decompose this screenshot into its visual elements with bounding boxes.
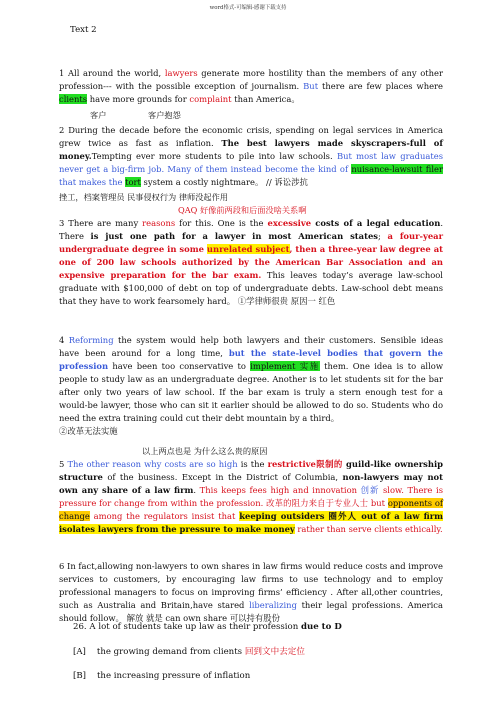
paragraph-4: [59, 334, 443, 438]
text: .: [193, 485, 200, 495]
highlight-opponents: opponents of change: [59, 498, 443, 521]
text: 4: [59, 335, 69, 345]
text: them. One idea is to allow people to study law as an undergraduate degree. Another is to let students sit for the bar after only two years of law school. If the bar exam is truly a stern enough test for a would-be lawyer, those who can sit it earlier should be allowed to do so. Students who do need the extra training could cut their debt mountain by a third。: [59, 361, 443, 423]
blue-bold-phrase: but the state-level bodies that govern the profession: [59, 348, 443, 371]
option-a: [73, 646, 305, 658]
blue-sentence: that makes the: [59, 177, 126, 187]
keyword-reasons: reasons: [142, 218, 176, 228]
text: there are few places where: [318, 81, 443, 91]
keyword-excessive: excessive: [267, 218, 312, 228]
annotation-client: 客户: [90, 110, 107, 120]
option-label: [B]: [73, 671, 87, 681]
option-note: 回到文中去定位: [244, 647, 305, 657]
keyword-reforming: Reforming: [68, 335, 114, 345]
blue-sentence: But most law graduates never get a big-firm job. Many of them instead become the kind of: [59, 151, 443, 174]
option-text: the growing demand from clients: [96, 647, 245, 657]
keyword-restrictive: restrictive: [267, 459, 316, 469]
highlight-unrelated: unrelated subject: [206, 244, 290, 254]
text: for this. One is the: [175, 218, 268, 228]
text: of the business. Except in the District of Columbia,: [102, 472, 343, 482]
annotation-qaq: QAQ 好像前两段和后面没啥关系啊: [178, 205, 307, 215]
text: This leaves today’s average law-school graduate with $100,000 of debt on top of undergraduate debts. Law-school debt means that they have to work fearsomely hard。 ①学律师很贵 原因一 红色: [59, 270, 443, 306]
text: 1 All around the world,: [59, 68, 165, 78]
bold-phrase: non-lawyers may not own any share of a law firm: [59, 472, 443, 495]
bold-phrase: is just one path for a lawyer in most American states: [90, 231, 378, 241]
blue-phrase: The other reason why costs are so high: [67, 459, 238, 469]
keyword-lawyers: lawyers: [164, 68, 198, 78]
page-title: Text 2: [70, 25, 97, 35]
text: generate more hostility than the members of any other profession--- with the possible exception of journalism.: [59, 68, 443, 91]
annotation-restrictive: 限制的: [315, 459, 343, 469]
red-phrase: This keeps fees high and innovation: [199, 485, 361, 495]
paragraph-6: [59, 560, 443, 625]
red-phrase: rather than serve clients ethically.: [294, 524, 443, 534]
text: 6 In fact,allowing non-lawyers to own shares in law firms would reduce costs and improve services to customers, by encouraging law firms to use technology and to employ professional managers to focus on improving firms’ efficiency . After all,other countries, such as Australia and Britain,have stared: [59, 561, 443, 610]
text: than America。: [231, 94, 300, 104]
paragraph-3: [59, 217, 443, 308]
text: the system would help both lawyers and their customers. Sensible ideas have been around for a long time,: [59, 335, 443, 358]
highlight-tort: tort: [125, 177, 141, 187]
bold-sentence: The best lawyers made skyscrapers-full of money.: [59, 138, 443, 161]
paragraph-5: [59, 458, 443, 536]
annotation-line: 挫工，档案管理员 民事侵权行为 律师没起作用: [59, 192, 228, 202]
text: ;: [378, 231, 388, 241]
annotation-reasons: 以上两点也是 为什么这么贵的原因: [142, 446, 268, 456]
text: . There: [59, 218, 443, 241]
question-stem: 26. A lot of students take up law as their profession: [73, 622, 301, 632]
highlight-clients: clients: [59, 94, 88, 104]
red-bold-phrase: a four-year undergraduate degree in some: [59, 231, 444, 254]
text: Tempting ever more students to pile into law schools.: [91, 151, 337, 161]
paragraph-2: [59, 124, 443, 189]
highlight-keeping-outsiders: keeping outsiders 圈外人 out of a law firm isolates lawyers from the pressure to make money: [59, 511, 443, 534]
red-phrase: slow. There is pressure for change from within the profession. 改革的阻力来自于专业人士 but: [59, 485, 444, 508]
question-due-to: due to: [300, 622, 332, 632]
text: is the: [237, 459, 268, 469]
text: 2 During the decade before the economic crisis, spending on legal services in America grew twice as fast as inflation.: [59, 125, 443, 148]
annotation-innovation: 创新: [360, 485, 380, 495]
annotation-reform: ②改革无法实施: [59, 426, 118, 436]
keyword-but: But: [303, 81, 319, 91]
question-answer: D: [331, 622, 342, 632]
highlight-implement: implement 实施: [250, 361, 320, 371]
text: their legal professions. America should follow。 解放 就是 can own share 可以持有股份: [59, 600, 443, 623]
bold-phrase: costs of a legal education: [311, 218, 441, 228]
red-bold-phrase: , then a three-year law degree at one of 200 law schools authorized by the American Bar Association and an expensive preparation for the bar exam.: [59, 244, 443, 280]
question-26: [73, 621, 342, 633]
red-phrase: among the regulators insist that: [89, 511, 240, 521]
paragraph-1: [59, 67, 443, 106]
text: system a costly nightmare。 //: [140, 177, 275, 187]
highlight-nuisance: nuisance-lawsuit filer: [351, 164, 443, 174]
keyword-liberalizing: liberalizing: [249, 600, 297, 610]
text: 5: [59, 459, 68, 469]
keyword-complaint: complaint: [189, 94, 232, 104]
annotation-litigate: 诉讼涉抗: [274, 177, 308, 187]
option-label: [A]: [73, 647, 86, 657]
option-b: [73, 670, 250, 682]
option-text: the increasing pressure of inflation: [96, 671, 251, 681]
watermark-header: word格式-可编辑-感谢下载支持: [209, 5, 287, 11]
text: have more grounds for: [87, 94, 190, 104]
text: have been too conservative to: [108, 361, 251, 371]
bold-phrase: guild-like ownership structure: [59, 459, 443, 482]
text: 3 There are many: [59, 218, 143, 228]
annotation-complaint: 客户抱怨: [148, 110, 181, 120]
